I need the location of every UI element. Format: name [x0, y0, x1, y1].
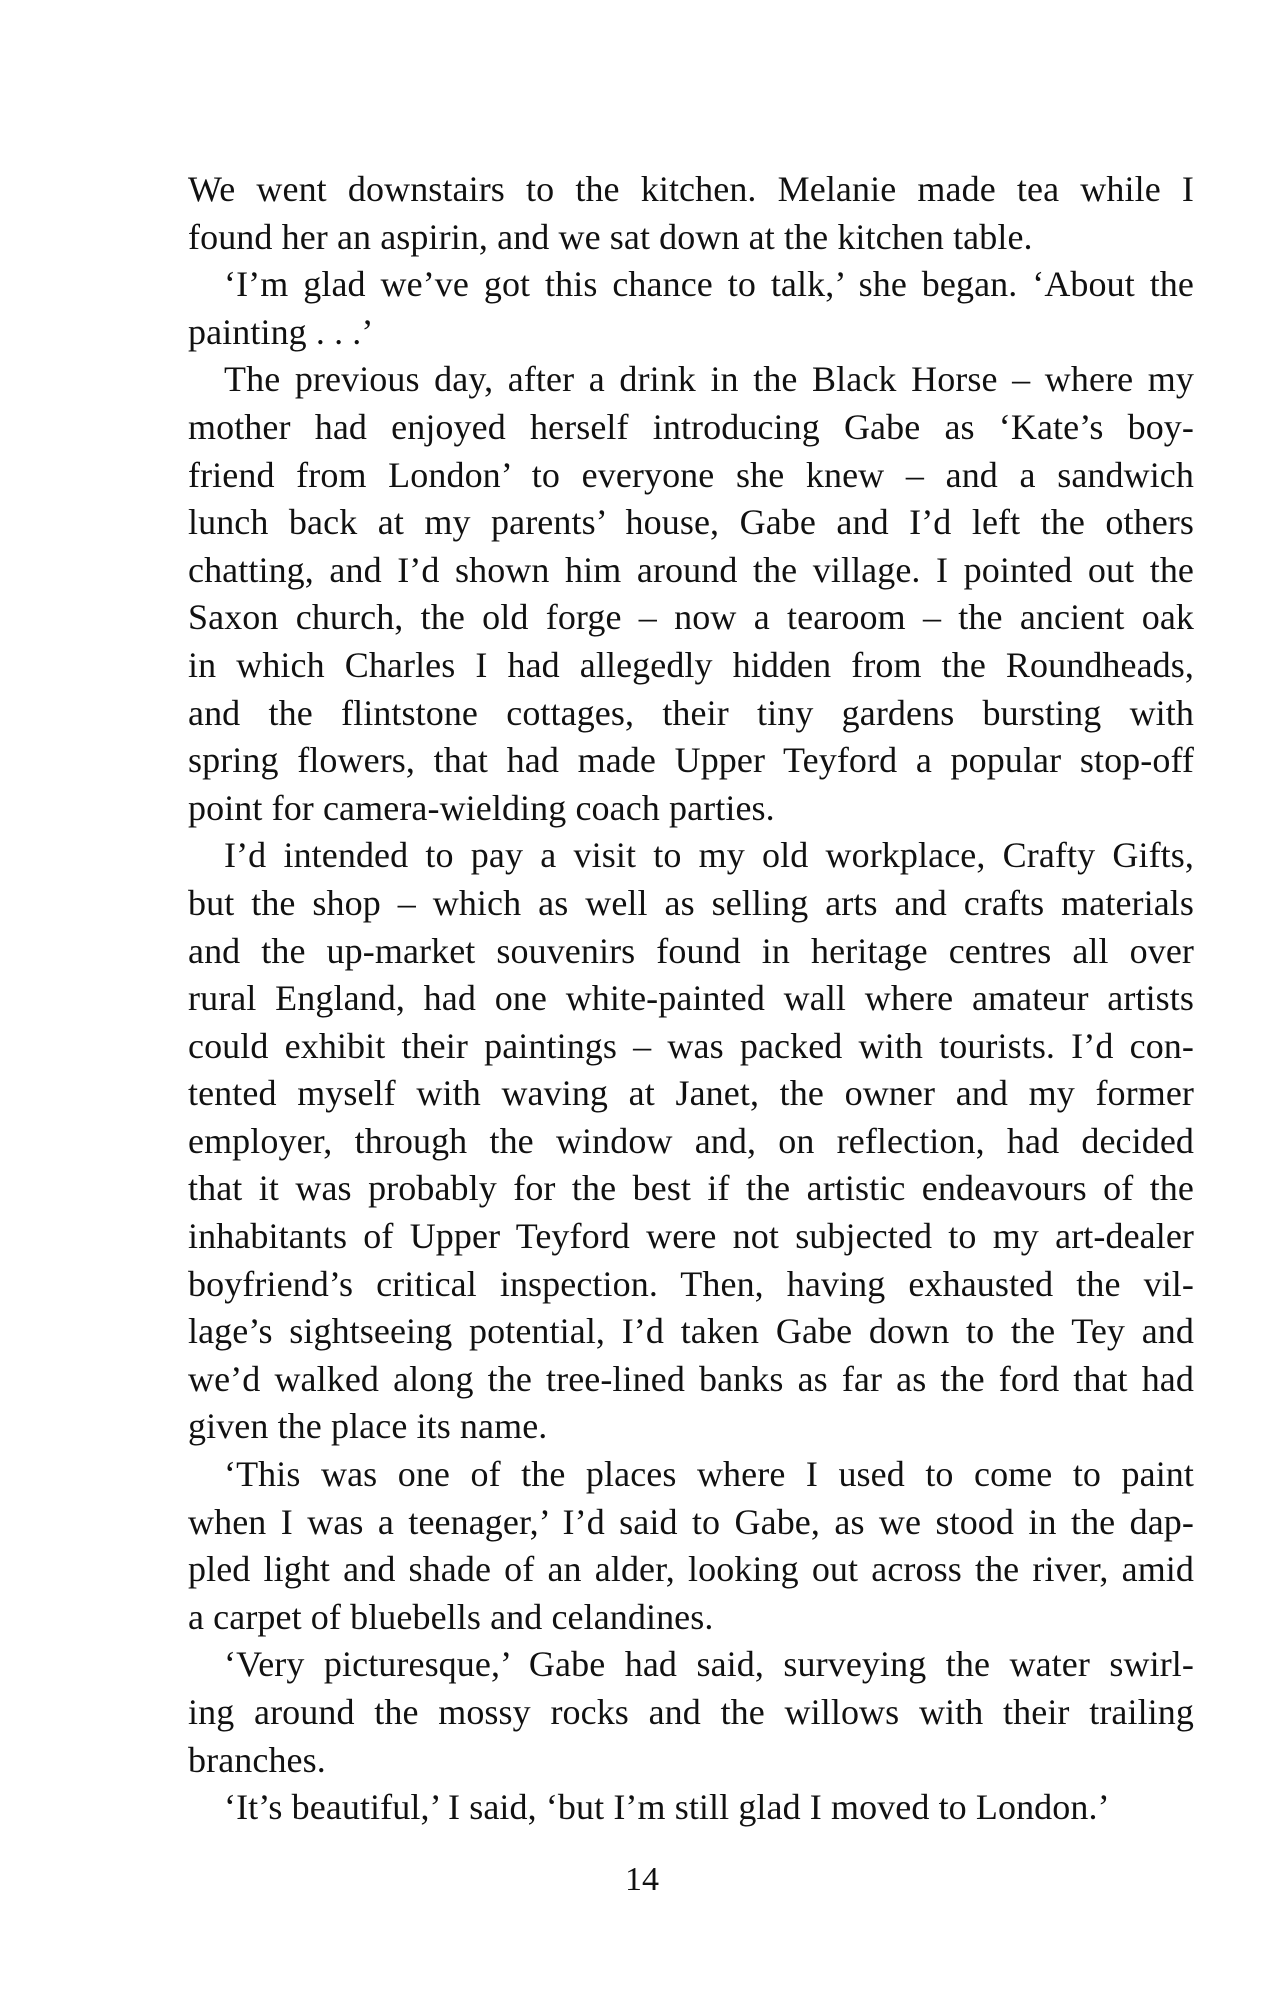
text-line: branches. — [188, 1739, 326, 1780]
text-line: could exhibit their paintings – was packed with tourists. I’d con- — [188, 1025, 1194, 1066]
text-line: Saxon church, the old forge – now a tearoom – the ancient oak — [188, 597, 1194, 638]
text-line: employer, through the window and, on reflection, had decided — [188, 1120, 1194, 1161]
text-line: boyfriend’s critical inspection. Then, having exhausted the vil- — [188, 1263, 1194, 1304]
page-number: 14 — [625, 1861, 659, 1898]
text-line: but the shop – which as well as selling arts and crafts materials — [188, 882, 1194, 923]
text-line: ‘This was one of the places where I used to come to paint — [224, 1454, 1194, 1495]
text-line: point for camera-wielding coach parties. — [188, 787, 775, 828]
text-line: given the place its name. — [188, 1406, 548, 1447]
text-line: we’d walked along the tree-lined banks as far as the ford that had — [188, 1358, 1194, 1399]
text-line: that it was probably for the best if the artistic endeavours of the — [188, 1168, 1194, 1209]
text-line: a carpet of bluebells and celandines. — [188, 1596, 714, 1637]
text-line: painting . . .’ — [188, 311, 374, 352]
text-line: and the up-market souvenirs found in heritage centres all over — [188, 930, 1194, 971]
text-line: I’d intended to pay a visit to my old workplace, Crafty Gifts, — [224, 835, 1194, 876]
text-line: in which Charles I had allegedly hidden from the Roundheads, — [188, 644, 1194, 685]
text-line: mother had enjoyed herself introducing Gabe as ‘Kate’s boy- — [188, 406, 1194, 447]
text-line: pled light and shade of an alder, looking out across the river, amid — [188, 1549, 1194, 1590]
text-line: lage’s sightseeing potential, I’d taken Gabe down to the Tey and — [188, 1311, 1194, 1352]
text-line: found her an aspirin, and we sat down at the kitchen table. — [188, 216, 1033, 257]
text-line: and the flintstone cottages, their tiny gardens bursting with — [188, 692, 1194, 733]
book-page-text — [188, 166, 1194, 1832]
text-line: ‘I’m glad we’ve got this chance to talk,’ she began. ‘About the — [224, 264, 1194, 305]
text-line: ‘Very picturesque,’ Gabe had said, surveying the water swirl- — [224, 1644, 1194, 1685]
text-line: ing around the mossy rocks and the willows with their trailing — [188, 1692, 1194, 1732]
text-line: The previous day, after a drink in the Black Horse – where my — [224, 359, 1194, 400]
text-line: rural England, had one white-painted wall where amateur artists — [188, 978, 1194, 1019]
text-line: friend from London’ to everyone she knew – and a sandwich — [188, 454, 1194, 495]
text-line: chatting, and I’d shown him around the village. I pointed out the — [188, 549, 1194, 590]
text-line: when I was a teenager,’ I’d said to Gabe, as we stood in the dap- — [188, 1501, 1194, 1542]
text-line: inhabitants of Upper Teyford were not subjected to my art-dealer — [188, 1216, 1194, 1257]
text-line: spring flowers, that had made Upper Teyford a popular stop-off — [188, 740, 1194, 781]
text-line: lunch back at my parents’ house, Gabe and I’d left the others — [188, 502, 1194, 543]
text-line: We went downstairs to the kitchen. Melanie made tea while I — [188, 169, 1194, 209]
text-line: tented myself with waving at Janet, the owner and my former — [188, 1073, 1194, 1114]
text-line: ‘It’s beautiful,’ I said, ‘but I’m still glad I moved to London.’ — [224, 1787, 1110, 1828]
